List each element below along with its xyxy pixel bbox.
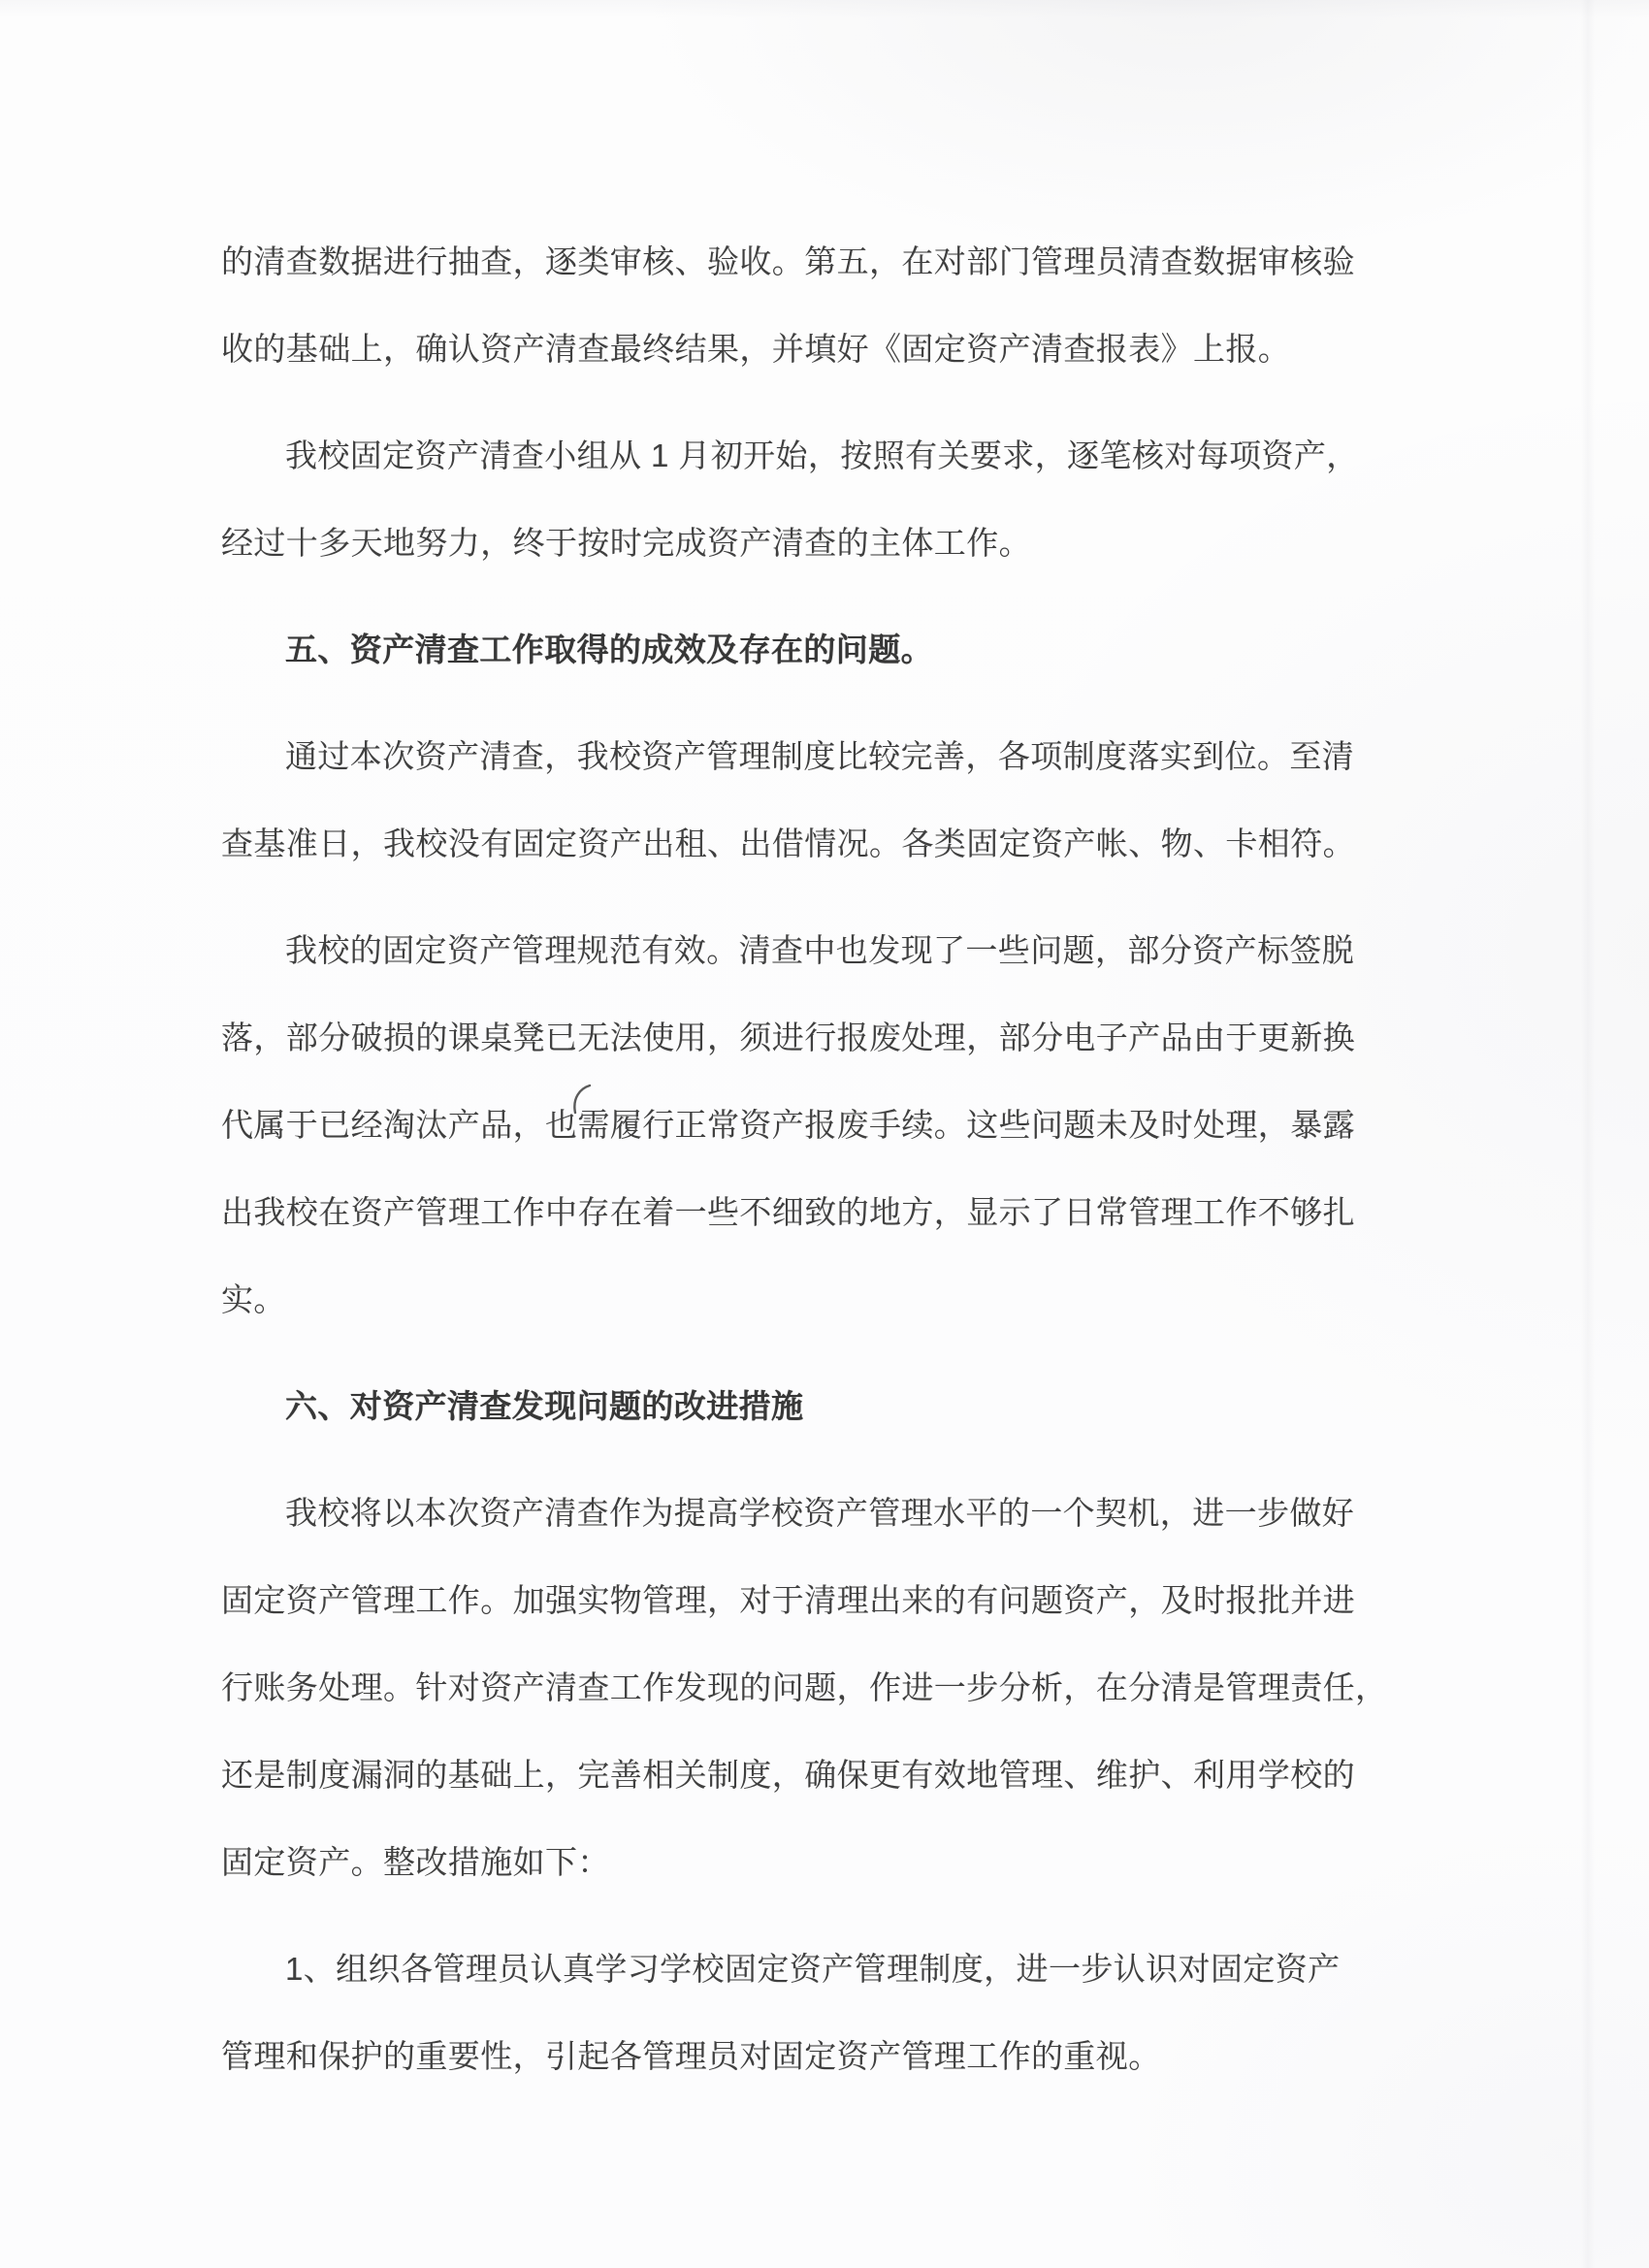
text-line: 出我校在资产管理工作中存在着一些不细致的地方，显示了日常管理工作不够扎 [221, 1194, 1355, 1230]
text-line: 我校固定资产清查小组从 1 月初开始，按照有关要求，逐笔核对每项资产， [285, 437, 1359, 473]
section-heading-5 [221, 606, 1424, 694]
paragraph-numbered-item [221, 1926, 1424, 2100]
text-line: 经过十多天地努力，终于按时完成资产清查的主体工作。 [221, 525, 1031, 561]
paragraph-continuation [221, 218, 1424, 393]
text-line: 查基准日，我校没有固定资产出租、出借情况。各类固定资产帐、物、卡相符。 [221, 826, 1355, 861]
text-line: 我校将以本次资产清查作为提高学校资产管理水平的一个契机，进一步做好 [285, 1495, 1355, 1531]
text-line: 实。 [221, 1281, 286, 1317]
section-heading-6 [221, 1363, 1424, 1450]
text-line: 还是制度漏洞的基础上，完善相关制度，确保更有效地管理、维护、利用学校的 [221, 1757, 1355, 1793]
paragraph [221, 907, 1424, 1344]
text-line: 1、组织各管理员认真学习学校固定资产管理制度，进一步认识对固定资产 [285, 1951, 1341, 1987]
text-line: 落，部分破损的课桌凳已无法使用，须进行报废处理，部分电子产品由于更新换 [221, 1020, 1355, 1055]
text-line: 收的基础上，确认资产清查最终结果，并填好《固定资产清查报表》上报。 [221, 331, 1291, 367]
heading-line: 六、对资产清查发现问题的改进措施 [285, 1388, 804, 1424]
text-line: 代属于已经淘汰产品，也需履行正常资产报废手续。这些问题未及时处理，暴露 [221, 1107, 1355, 1143]
scan-edge-shading [1581, 0, 1595, 2268]
paragraph [221, 412, 1424, 587]
text-line: 行账务处理。针对资产清查工作发现的问题，作进一步分析，在分清是管理责任， [221, 1669, 1388, 1705]
text-line: 的清查数据进行抽查，逐类审核、验收。第五，在对部门管理员清查数据审核验 [221, 243, 1355, 279]
document-body [221, 218, 1424, 2100]
paragraph [221, 713, 1424, 888]
heading-line: 五、资产清查工作取得的成效及存在的问题。 [285, 632, 933, 667]
text-line: 我校的固定资产管理规范有效。清查中也发现了一些问题，部分资产标签脱 [285, 932, 1355, 968]
text-line: 固定资产管理工作。加强实物管理，对于清理出来的有问题资产，及时报批并进 [221, 1582, 1355, 1618]
paragraph [221, 1470, 1424, 1906]
text-line: 通过本次资产清查，我校资产管理制度比较完善，各项制度落实到位。至清 [285, 738, 1355, 774]
text-line: 管理和保护的重要性，引起各管理员对固定资产管理工作的重视。 [221, 2038, 1161, 2074]
handwritten-tick-icon [566, 1083, 594, 1116]
text-line: 固定资产。整改措施如下： [221, 1844, 610, 1880]
